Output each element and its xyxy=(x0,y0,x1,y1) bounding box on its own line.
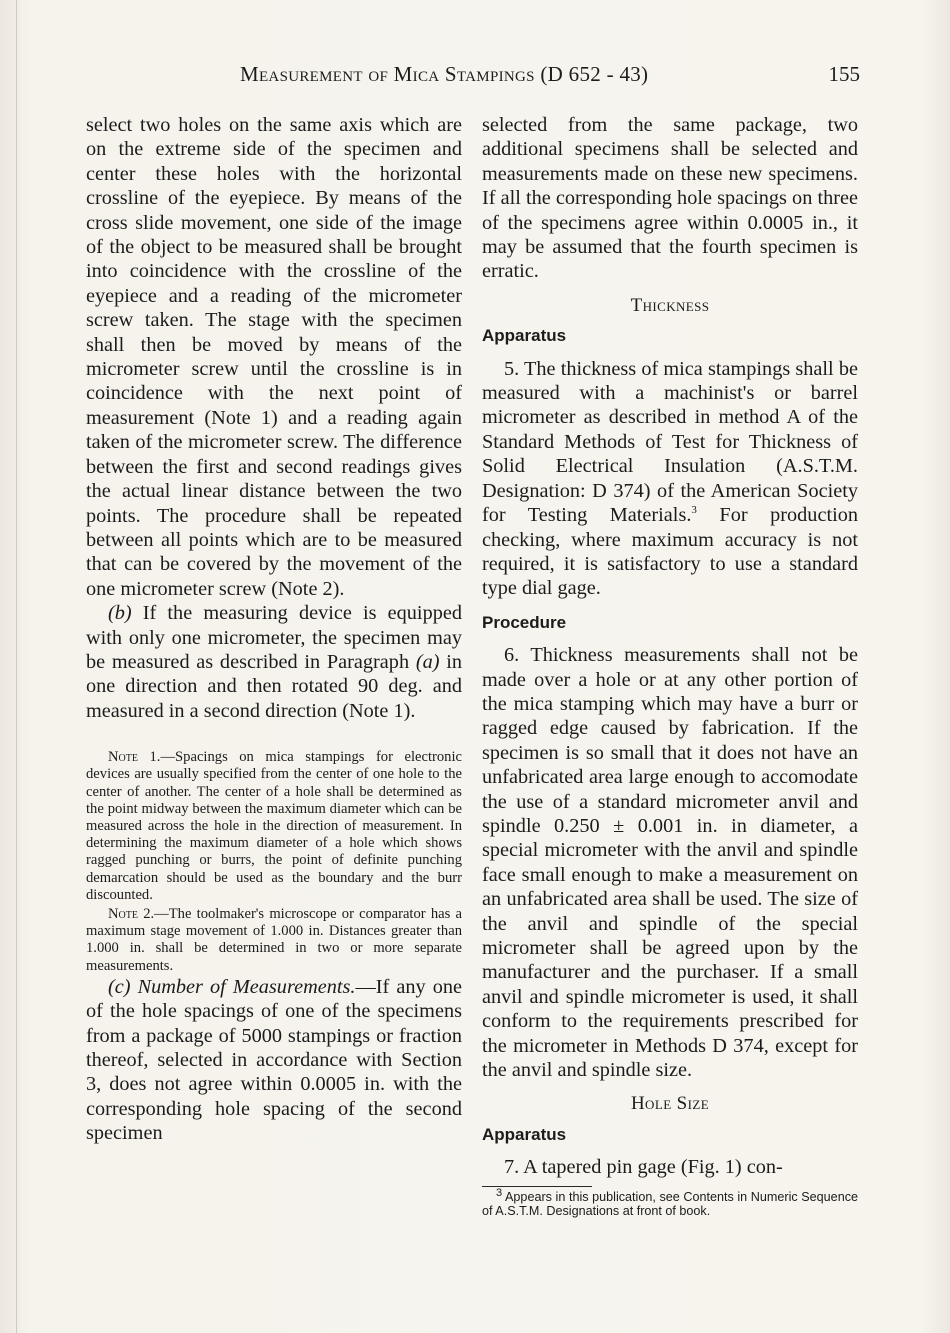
paragraph-continued-left: select two holes on the same axis which are on the extreme side of the specimen and center these holes with the horizontal crossline of the eyepiece. By means of the cross slide movement, one side of the image of the object to be measured shall be brought into coincidence with the crossline of the eyepiece and a reading of the micrometer screw taken. The stage with the specimen shall then be moved by means of the micrometer screw until the crossline is in coincidence with the next point of measurement (Note 1) and a reading again taken of the micrometer screw. The difference between the first and second readings gives the actual linear distance between the two points. The procedure shall be repeated between all points which are to be measured that can be covered by the movement of the one micrometer screw (Note 2). xyxy=(86,114,462,600)
paragraph-c-title: Number of Measurements. xyxy=(130,975,356,998)
note-2-text: —The toolmaker's microscope or comparator has a maximum stage movement of 1.000 in. Distances greater than 1.000 in. shall be determined in two or more separate measurements. xyxy=(86,905,462,974)
paragraph-5-text-b: For production checking, where maximum accuracy is not required, it is satisfactory to use a standard type dial gage. xyxy=(482,504,858,600)
right-column xyxy=(482,113,858,1218)
notes-block xyxy=(86,749,462,975)
paragraph-c-label: (c) xyxy=(108,975,131,998)
binding-edge xyxy=(16,0,17,1333)
subheading-procedure: Procedure xyxy=(482,612,567,632)
paragraph-c xyxy=(86,975,462,1146)
paragraph-7: 7. A tapered pin gage (Fig. 1) con- xyxy=(504,1156,783,1179)
note-1 xyxy=(86,749,462,904)
note-2-label: Note 2. xyxy=(108,905,155,922)
note-2 xyxy=(86,906,462,975)
paragraph-5 xyxy=(482,357,858,601)
footnote-marker: 3 xyxy=(496,1186,503,1199)
running-title: Measurement of Mica Stampings (D 652 - 43) xyxy=(240,62,649,86)
paragraph-b-text: If the measuring device is equipped with only one micrometer, the specimen may be measured as described in Paragraph xyxy=(86,602,462,673)
page-header xyxy=(80,62,860,92)
left-column xyxy=(86,113,462,1146)
paragraph-b xyxy=(86,601,462,723)
note-1-text: —Spacings on mica stampings for electronic devices are usually specified from the center of one hole to the center of another. The center of a hole shall be determined as the point midway between the maximum diameter which can be measured across the hole in the direction of measurement. In determining the maximum diameter of a hole which shows ragged punching or burrs, the point of definite punching demarcation should be used as the boundary and the burr discounted. xyxy=(86,749,463,903)
page-number: 155 xyxy=(828,62,860,86)
note-1-label: Note 1. xyxy=(108,749,161,766)
paragraph-b-label: (b) xyxy=(108,602,132,625)
subheading-apparatus-2: Apparatus xyxy=(482,1124,567,1144)
paragraph-5-text-a: 5. The thickness of mica stampings shall be measured with a machinist's or barrel micrometer as described in method A of the Standard Methods of Test for Thickness of Solid Electrical Insulation (A.S.T.M. Designation: D 374) of the American Society for Testing Materials. xyxy=(482,357,858,527)
subheading-apparatus-1: Apparatus xyxy=(482,326,567,346)
section-heading-hole-size: Hole Size xyxy=(630,1093,710,1115)
paragraph-6: 6. Thickness measurements shall not be made over a hole or at any other portion of the mica stamping which may have a burr or ragged edge caused by fabrication. If the specimen is so small that it does not have an unfabricated area large enough to accomodate the use of a standard micrometer anvil and spindle 0.250 ± 0.001 in. in diameter, a special micrometer with the anvil and spindle face small enough to make a measurement on an unfabricated area shall be used. The size of the anvil and spindle of the special micrometer shall be agreed upon by the manufacturer and the purchaser. If a small anvil and spindle micrometer is used, it shall conform to the requirements prescribed for the micrometer in Methods D 374, except for the anvil and spindle size. xyxy=(482,644,858,1082)
footnote-3-text: Appears in this publication, see Contents in Numeric Sequence of A.S.T.M. Designations at front of book. xyxy=(482,1189,858,1218)
paragraph-c-text: —If any one of the hole spacings of one of the specimens from a package of 5000 stampings or fraction thereof, selected in accordance with Section 3, does not agree within 0.0005 in. with the corresponding hole spacing of the second specimen xyxy=(86,975,462,1145)
footnote-ref-3: 3 xyxy=(691,504,697,517)
paragraph-b-ref: (a) xyxy=(415,650,440,673)
section-heading-thickness: Thickness xyxy=(630,294,710,316)
paragraph-continued-right: selected from the same package, two additional specimens shall be selected and measurements made on these new specimens. If all the corresponding hole spacings on three of the specimens agree within 0.0005 in., it may be assumed that the fourth specimen is erratic. xyxy=(482,114,858,283)
paragraph-b-text-2: in one direction and then rotated 90 deg. and measured in a second direction (Note 1). xyxy=(86,650,462,722)
footnote-3 xyxy=(482,1186,858,1218)
